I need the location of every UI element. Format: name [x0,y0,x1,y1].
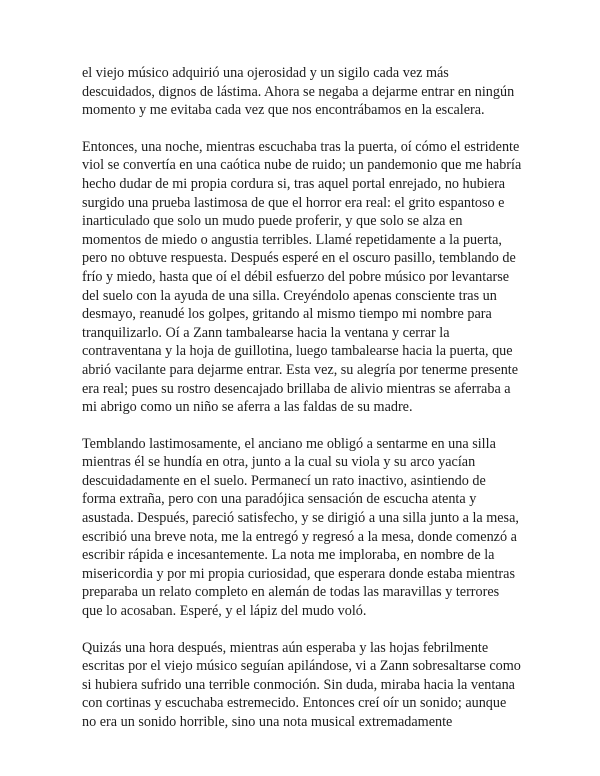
paragraph-1: el viejo músico adquirió una ojerosidad y un sigilo cada vez más descuidados, dignos de lástima. Ahora se negaba a dejarme entrar en ningún momento y me evitaba cada vez que nos encontrábamos en la escalera. [82,65,515,119]
document-page [82,64,522,750]
paragraph-3: Temblando lastimosamente, el anciano me obligó a sentarme en una silla mientras él se hundía en otra, junto a la cual su viola y su arco yacían descuidadamente en el suelo. Permanecí un rato inactivo, asintiendo de forma extraña, pero con una paradójica sensación de escucha atenta y asustada. Después, pareció satisfecho, y se dirigió a una silla junto a la mesa, escribió una breve nota, me la entregó y regresó a la mesa, donde comenzó a escribir rápida e incesantemente. La nota me imploraba, en nombre de la misericordia y por mi propia curiosidad, que esperara donde estaba mientras preparaba un relato completo en alemán de todas las maravillas y terrores que lo acosaban. Esperé, y el lápiz del mudo voló. [82,435,519,620]
paragraph-4: Quizás una hora después, mientras aún esperaba y las hojas febrilmente escritas por el viejo músico seguían apilándose, vi a Zann sobresaltarse como si hubiera sufrido una terrible conmoción. Sin duda, miraba hacia la ventana con cortinas y escuchaba estremecido. Entonces creí oír un sonido; aunque no era un sonido horrible, sino una nota musical extremadamente [82,639,521,730]
paragraph-2: Entonces, una noche, mientras escuchaba tras la puerta, oí cómo el estridente viol se convertía en una caótica nube de ruido; un pandemonio que me habría hecho dudar de mi propia cordura si, tras aquel portal enrejado, no hubiera surgido una prueba lastimosa de que el horror era real: el grito espantoso e inarticulado que solo un mudo puede proferir, y que solo se alza en momentos de miedo o angustia terribles. Llamé repetidamente a la puerta, pero no obtuve respuesta. Después esperé en el oscuro pasillo, temblando de frío y miedo, hasta que oí el débil esfuerzo del pobre músico por levantarse del suelo con la ayuda de una silla. Creyéndolo apenas consciente tras un desmayo, reanudé los golpes, gritando al mismo tiempo mi nombre para tranquilizarlo. Oí a Zann tambalearse hacia la ventana y cerrar la contraventana y la hoja de guillotina, luego tambalearse hacia la puerta, que abrió vacilante para dejarme entrar. Esta vez, su alegría por tenerme presente era real; pues su rostro desencajado brillaba de alivio mientras se aferraba a mi abrigo como un niño se aferra a las faldas de su madre. [82,138,522,416]
